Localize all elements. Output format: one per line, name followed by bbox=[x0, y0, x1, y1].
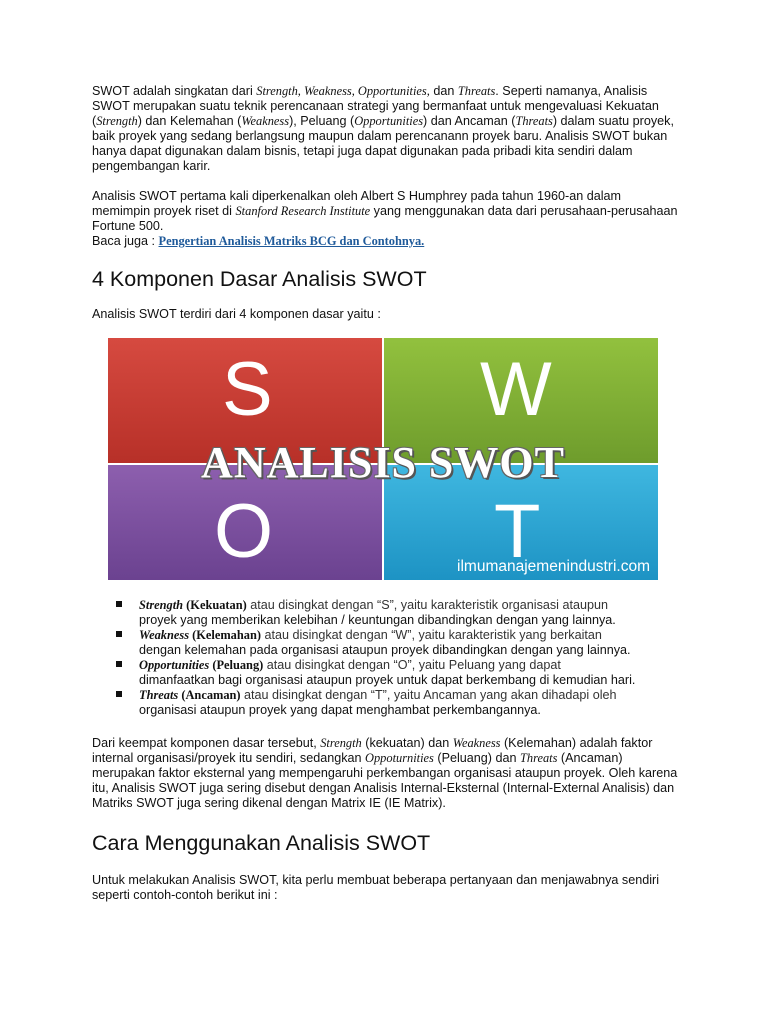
document-page bbox=[92, 84, 682, 903]
component-label: (Peluang) bbox=[209, 658, 264, 672]
swot-letter-o: O bbox=[214, 489, 274, 574]
component-label: (Kelemahan) bbox=[189, 628, 261, 642]
text-run: dan bbox=[429, 84, 458, 98]
list-item bbox=[92, 688, 682, 718]
italic-term: Threats bbox=[515, 114, 553, 128]
square-bullet-icon bbox=[116, 601, 122, 607]
italic-term: Threats bbox=[520, 751, 558, 765]
components-list bbox=[92, 598, 682, 718]
section-heading-cara: Cara Menggunakan Analisis SWOT bbox=[92, 831, 431, 855]
usage-intro-paragraph: Untuk melakukan Analisis SWOT, kita perlu membuat beberapa pertanyaan dan menjawabnya sendiri seperti contoh-contoh berikut ini : bbox=[92, 873, 660, 902]
text-run: ) dan Kelemahan ( bbox=[137, 114, 242, 128]
italic-term: Opportunities bbox=[354, 114, 424, 128]
text-run: SWOT adalah singkatan dari bbox=[92, 84, 257, 98]
text-run: ) dalam suatu proyek, baik proyek yang sedang berlangsung maupun dalam perencanann proyek baru. Analisis SWOT bukan hanya dapat digunakan dalam bisnis, tetapi juga dapat digunakan pada pribadi kita sendiri dalam pengembangan karir. bbox=[92, 114, 674, 173]
component-desc: atau disingkat dengan “S”, yaitu karakteristik organisasi ataupun bbox=[246, 598, 608, 612]
italic-term: Threats bbox=[457, 84, 496, 98]
italic-term: Stanford Research Institute bbox=[235, 204, 371, 218]
list-item bbox=[92, 658, 682, 688]
text-run: Dari keempat komponen dasar tersebut, bbox=[92, 736, 321, 750]
square-bullet-icon bbox=[116, 691, 122, 697]
list-item bbox=[92, 628, 682, 658]
section-heading-komponen: 4 Komponen Dasar Analisis SWOT bbox=[92, 267, 427, 291]
italic-term: Strength, Weakness, Opportunities, bbox=[256, 84, 430, 98]
component-label: (Kekuatan) bbox=[183, 598, 247, 612]
component-term: Strength bbox=[139, 598, 184, 612]
component-label: (Ancaman) bbox=[178, 688, 241, 702]
component-desc: dengan kelemahan pada organisasi ataupun proyek dibandingkan dengan yang lainnya. bbox=[139, 643, 631, 657]
component-term: Threats bbox=[139, 688, 179, 702]
text-run: Analisis SWOT pertama kali diperkenalkan oleh Albert S Humphrey pada tahun 1960-an dalam memimpin proyek riset di bbox=[92, 189, 621, 218]
text-run: (kekuatan) dan bbox=[361, 736, 453, 750]
swot-image-title: ANALISIS SWOT bbox=[201, 438, 565, 487]
text-run: (Ancaman) merupakan faktor eksternal yang mempengaruhi perkembangan organisasi ataupun proyek. Oleh karena itu, Analisis SWOT juga sering disebut dengan Analisis Internal-Eksternal (Internal-External Analisis) dan Matriks SWOT juga sering dikenal dengan Matrix IE (IE Matrix). bbox=[92, 751, 678, 810]
italic-term: Strength bbox=[320, 736, 362, 750]
history-paragraph bbox=[92, 189, 682, 249]
list-item bbox=[92, 598, 682, 628]
text-run: . Seperti namanya, Analisis SWOT merupakan suatu teknik perencanaan strategi yang bermanfaat untuk mengevaluasi Kekuatan ( bbox=[92, 84, 659, 128]
components-intro: Analisis SWOT terdiri dari 4 komponen dasar yaitu : bbox=[92, 307, 381, 321]
text-run: (Kelemahan) adalah faktor internal organisasi/proyek itu sendiri, sedangkan bbox=[92, 736, 653, 765]
component-desc: organisasi ataupun proyek yang dapat menghambat perkembangannya. bbox=[139, 703, 541, 717]
square-bullet-icon bbox=[116, 661, 122, 667]
text-run: yang menggunakan data dari perusahaan-perusahaan Fortune 500. bbox=[92, 204, 678, 233]
component-desc: dimanfaatkan bagi organisasi ataupun proyek untuk dapat berkembang di kemudian hari. bbox=[139, 673, 636, 687]
intro-paragraph bbox=[92, 84, 682, 174]
text-run: ), Peluang ( bbox=[289, 114, 355, 128]
italic-term: Weakness bbox=[241, 114, 290, 128]
see-also-label: Baca juga : bbox=[92, 234, 159, 248]
swot-letter-s: S bbox=[222, 347, 273, 432]
text-run: ) dan Ancaman ( bbox=[423, 114, 516, 128]
component-term: Opportunities bbox=[139, 658, 210, 672]
bcg-matrix-link[interactable]: Pengertian Analisis Matriks BCG dan Contohnya. bbox=[158, 234, 425, 248]
italic-term: Oppoturnities bbox=[365, 751, 434, 765]
swot-image-watermark: ilmumanajemenindustri.com bbox=[457, 558, 650, 575]
italic-term: Weakness bbox=[452, 736, 501, 750]
text-run: (Peluang) dan bbox=[433, 751, 520, 765]
component-desc: atau disingkat dengan “O”, yaitu Peluang yang dapat bbox=[263, 658, 561, 672]
swot-letter-w: W bbox=[480, 347, 552, 432]
component-desc: atau disingkat dengan “T”, yaitu Ancaman yang akan dihadapi oleh bbox=[240, 688, 617, 702]
swot-image bbox=[108, 338, 658, 580]
swot-letter-t: T bbox=[494, 489, 541, 574]
component-desc: atau disingkat dengan “W”, yaitu karakteristik yang berkaitan bbox=[260, 628, 602, 642]
component-desc: proyek yang memberikan kelebihan / keuntungan dibandingkan dengan yang lainnya. bbox=[139, 613, 616, 627]
italic-term: Strength bbox=[96, 114, 138, 128]
component-term: Weakness bbox=[139, 628, 190, 642]
square-bullet-icon bbox=[116, 631, 122, 637]
internal-external-paragraph bbox=[92, 736, 682, 811]
